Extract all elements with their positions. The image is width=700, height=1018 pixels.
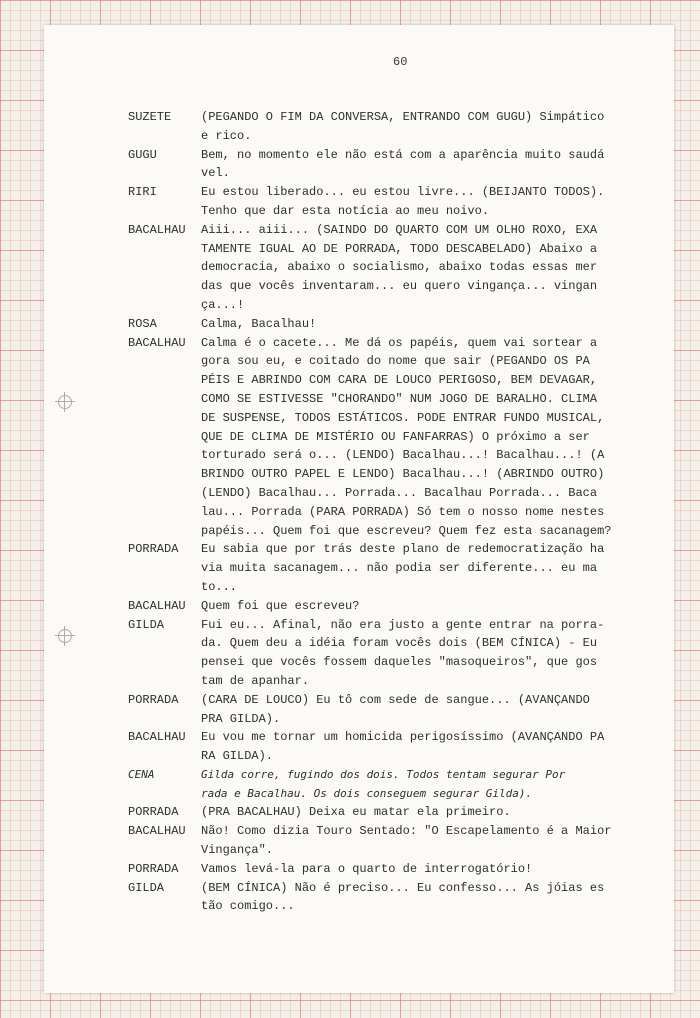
page-number: 60 <box>393 55 408 69</box>
typewritten-page <box>44 25 674 993</box>
dialogue-entry <box>128 108 673 146</box>
dialogue-entry <box>128 879 673 917</box>
speaker-name: BACALHAU <box>128 598 186 613</box>
speaker-name: GILDA <box>128 880 165 895</box>
dialogue-entry <box>128 616 673 691</box>
dialogue-entry <box>128 691 673 729</box>
speaker-name: BACALHAU <box>128 335 186 350</box>
dialogue-text: Eu vou me tornar um homicida perigosíssimo (AVANÇANDO PA RA GILDA). <box>201 730 605 764</box>
dialogue-entry <box>128 146 673 184</box>
stage-direction <box>128 766 673 804</box>
dialogue-text: (BEM CÍNICA) Não é preciso... Eu confesso... As jóias es tão comigo... <box>201 880 605 914</box>
dialogue-entry <box>128 803 673 822</box>
dialogue-text: Bem, no momento ele não está com a aparência muito saudá vel. <box>201 147 605 181</box>
speaker-name: PORRADA <box>128 692 179 707</box>
dialogue-text: Aiii... aiii... (SAINDO DO QUARTO COM UM OLHO ROXO, EXA TAMENTE IGUAL AO DE PORRADA, TODO DESCABELADO) Abaixo a democracia, abaixo o socialismo, abaixo todas essas mer das que vocês inventaram... eu quero vingança... vingan ça...! <box>201 222 598 312</box>
dialogue-entry <box>128 183 673 221</box>
speaker-name: BACALHAU <box>128 824 186 839</box>
dialogue-entry <box>128 334 673 541</box>
speaker-name: BACALHAU <box>128 730 186 745</box>
speaker-name: ROSA <box>128 316 157 331</box>
dialogue-text: (PEGANDO O FIM DA CONVERSA, ENTRANDO COM GUGU) Simpático e rico. <box>201 110 605 143</box>
dialogue-text: (PRA BACALHAU) Deixa eu matar ela primeiro. <box>201 805 511 820</box>
dialogue-entry <box>128 860 673 879</box>
speaker-name: GUGU <box>128 147 157 162</box>
dialogue-text: Eu sabia que por trás deste plano de redemocratização ha via muita sacanagem... não podia ser diferente... eu ma to... <box>201 542 605 594</box>
punch-hole-mark-icon <box>58 395 72 409</box>
dialogue-text: Quem foi que escreveu? <box>201 598 360 613</box>
speaker-name: CENA <box>128 767 155 781</box>
speaker-name: SUZETE <box>128 110 172 124</box>
dialogue-entry <box>128 822 673 860</box>
dialogue-entry <box>128 728 673 766</box>
dialogue-entry <box>128 221 673 315</box>
speaker-name: PORRADA <box>128 542 179 557</box>
dialogue-text: Calma é o cacete... Me dá os papéis, quem vai sortear a gora sou eu, e coitado do nome que sair (PEGANDO OS PA PÉIS E ABRINDO COM CARA DE LOUCO PERIGOSO, BEM DEVAGAR, COMO SE ESTIVESSE "CHORANDO" NUM JOGO DE BARALHO. CLIMA DE SUSPENSE, TODOS ESTÁTICOS. PODE ENTRAR FUNDO MUSICAL, QUE DE CLIMA DE MISTÉRIO OU FANFARRAS) O próximo a ser torturado será o... (LENDO) Bacalhau...! Bacalhau...! (A BRINDO OUTRO PAPEL E LENDO) Bacalhau...! (ABRINDO OUTRO) (LENDO) Bacalhau... Porrada... Bacalhau Porrada... Baca lau... Porrada (PARA PORRADA) Só tem o nosso nome nestes papéis... Quem foi que escreveu? Quem fez esta sacanagem? <box>201 335 612 538</box>
dialogue-text: Eu estou liberado... eu estou livre... (BEIJANTO TODOS). Tenho que dar esta notícia ao meu noivo. <box>201 185 605 218</box>
dialogue-entry <box>128 597 673 616</box>
speaker-name: RIRI <box>128 185 157 200</box>
dialogue-text: (CARA DE LOUCO) Eu tô com sede de sangue... (AVANÇANDO PRA GILDA). <box>201 692 590 726</box>
script-body <box>128 108 673 916</box>
punch-hole-mark-icon <box>58 629 72 643</box>
dialogue-text: Vamos levá-la para o quarto de interrogatório! <box>201 861 533 876</box>
dialogue-entry <box>128 540 673 596</box>
speaker-name: PORRADA <box>128 805 179 820</box>
speaker-name: PORRADA <box>128 861 179 876</box>
dialogue-text: Fui eu... Afinal, não era justo a gente entrar na porra- da. Quem deu a idéia foram vocês dois (BEM CÍNICA) - Eu pensei que vocês fossem daqueles "masoqueiros", que gos tam de apanhar. <box>201 617 605 688</box>
dialogue-text: Não! Como dizia Touro Sentado: "O Escapelamento é a Maior Vingança". <box>201 824 612 858</box>
speaker-name: GILDA <box>128 617 165 632</box>
dialogue-entry <box>128 315 673 334</box>
dialogue-text: Calma, Bacalhau! <box>201 316 317 331</box>
speaker-name: BACALHAU <box>128 222 186 237</box>
direction-text: Gilda corre, fugindo dos dois. Todos tentam segurar Por rada e Bacalhau. Os dois conseguem segurar Gilda). <box>201 767 566 800</box>
